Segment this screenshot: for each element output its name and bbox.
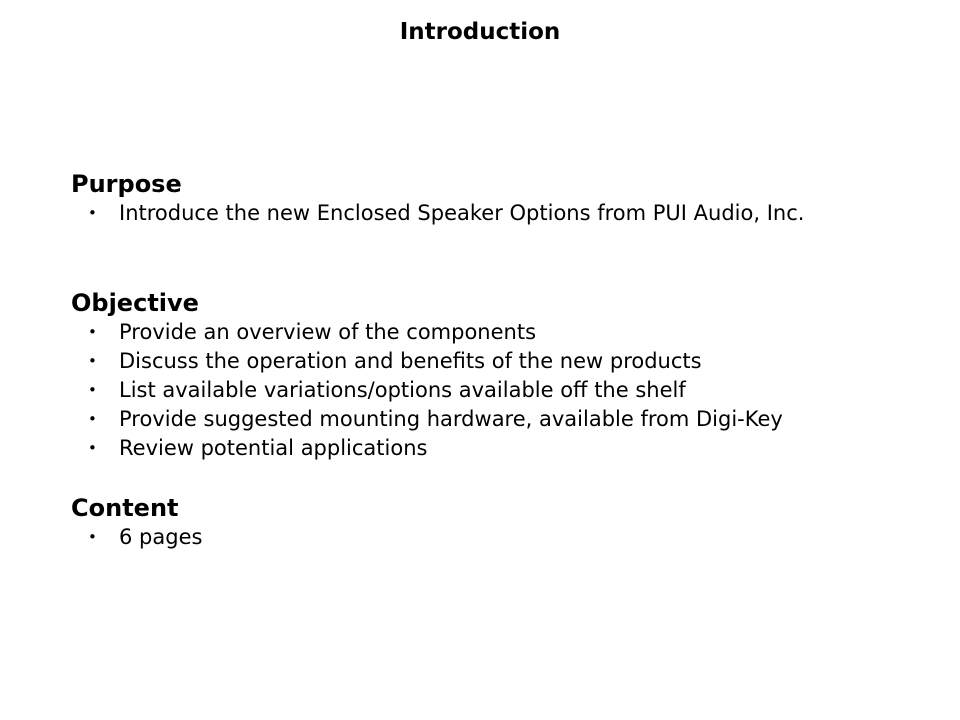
section-heading-purpose: Purpose (71, 170, 182, 198)
bullet-list-purpose (71, 199, 901, 228)
section-content (71, 493, 901, 552)
list-item (71, 434, 901, 463)
bullet-text: Discuss the operation and benefits of the new products (119, 349, 702, 373)
bullet-list-content (71, 523, 901, 552)
section-heading-content: Content (71, 494, 179, 522)
bullet-icon: • (88, 352, 97, 370)
list-item (71, 347, 901, 376)
list-item (71, 523, 901, 552)
bullet-text: Provide an overview of the components (119, 320, 537, 344)
bullet-icon: • (88, 410, 97, 428)
list-item (71, 318, 901, 347)
list-item (71, 376, 901, 405)
section-objective (71, 288, 901, 463)
bullet-text: List available variations/options available off the shelf (119, 378, 686, 402)
list-item (71, 199, 901, 228)
bullet-text: 6 pages (119, 525, 203, 549)
section-heading-objective: Objective (71, 289, 199, 317)
bullet-icon: • (88, 528, 97, 546)
section-purpose (71, 169, 901, 228)
bullet-icon: • (88, 439, 97, 457)
bullet-icon: • (88, 323, 97, 341)
bullet-icon: • (88, 381, 97, 399)
bullet-icon: • (88, 204, 97, 222)
list-item (71, 405, 901, 434)
bullet-text: Provide suggested mounting hardware, available from Digi-Key (119, 407, 783, 431)
bullet-list-objective (71, 318, 901, 463)
bullet-text: Introduce the new Enclosed Speaker Options from PUI Audio, Inc. (119, 201, 805, 225)
slide-title: Introduction (399, 19, 561, 45)
bullet-text: Review potential applications (119, 436, 428, 460)
